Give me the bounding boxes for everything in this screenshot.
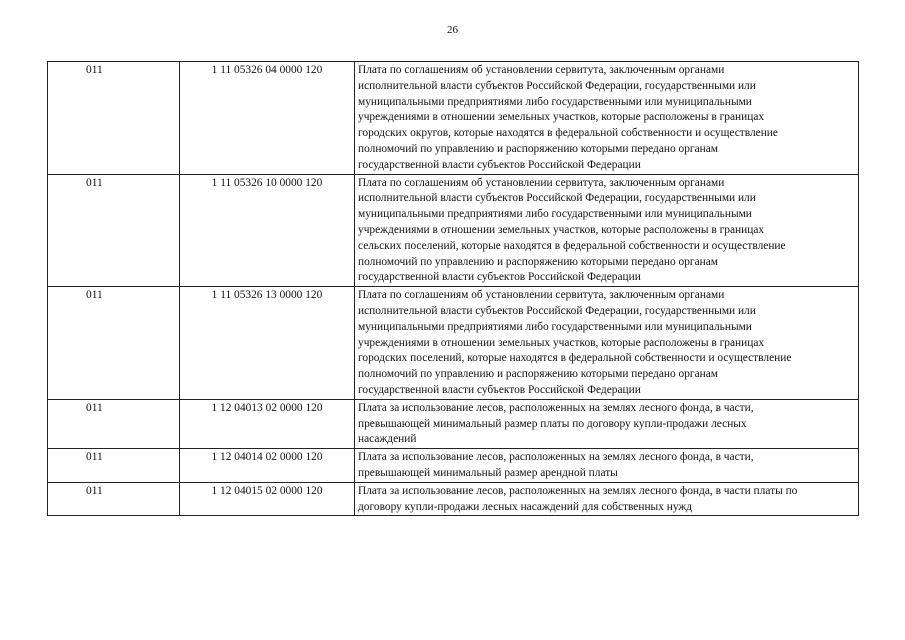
description-text: Плата за использование лесов, расположенных на землях лесного фонда, в части платы по договору купли-продажи лесных насаждений для собственных нужд (358, 484, 798, 513)
description-cell (355, 449, 859, 483)
description-text: Плата по соглашениям об установлении сервитута, заключенным органами исполнительной власти субъектов Российской Федерации, государственными или муниципальными предприятиями либо государственными или муниципальными учреждениями в отношении земельных участков, которые расположены в границах сельских поселений, которые находятся в федеральной собственности и осуществление полномочий по управлению и распоряжению которыми передано органам государственной власти субъектов Российской Федерации (358, 176, 786, 284)
income-code-cell: 1 11 05326 04 0000 120 (180, 62, 355, 175)
table-row (48, 287, 859, 400)
description-text: Плата за использование лесов, расположенных на землях лесного фонда, в части, превышающей минимальный размер платы по договору купли-продажи лесных насаждений (358, 401, 754, 446)
income-code-cell: 1 11 05326 10 0000 120 (180, 174, 355, 287)
budget-classification-table (47, 61, 859, 516)
admin-code-cell: 011 (48, 399, 180, 448)
description-cell (355, 287, 859, 400)
admin-code-cell: 011 (48, 62, 180, 175)
table-row (48, 62, 859, 175)
admin-code-cell: 011 (48, 449, 180, 483)
admin-code-cell: 011 (48, 174, 180, 287)
table-row (48, 174, 859, 287)
table-row (48, 482, 859, 516)
income-code-cell: 1 11 05326 13 0000 120 (180, 287, 355, 400)
income-code-cell: 1 12 04015 02 0000 120 (180, 482, 355, 516)
description-cell (355, 174, 859, 287)
income-code-cell: 1 12 04014 02 0000 120 (180, 449, 355, 483)
description-cell (355, 399, 859, 448)
description-text: Плата по соглашениям об установлении сервитута, заключенным органами исполнительной власти субъектов Российской Федерации, государственными или муниципальными предприятиями либо государственными или муниципальными учреждениями в отношении земельных участков, которые расположены в границах городских поселений, которые находятся в федеральной собственности и осуществление полномочий по управлению и распоряжению которыми передано органам государственной власти субъектов Российской Федерации (358, 289, 792, 396)
admin-code-cell: 011 (48, 482, 180, 516)
description-text: Плата за использование лесов, расположенных на землях лесного фонда, в части, превышающей минимальный размер арендной платы (358, 451, 754, 479)
table-row (48, 449, 859, 483)
description-cell (355, 482, 859, 516)
description-text: Плата по соглашениям об установлении сервитута, заключенным органами исполнительной власти субъектов Российской Федерации, государственными или муниципальными предприятиями либо государственными или муниципальными учреждениями в отношении земельных участков, которые расположены в границах городских округов, которые находятся в федеральной собственности и осуществление полномочий по управлению и распоряжению которыми передано органам государственной власти субъектов Российской Федерации (358, 64, 778, 171)
table-row (48, 399, 859, 448)
admin-code-cell: 011 (48, 287, 180, 400)
description-cell (355, 62, 859, 175)
income-code-cell: 1 12 04013 02 0000 120 (180, 399, 355, 448)
page-number: 26 (447, 24, 458, 36)
